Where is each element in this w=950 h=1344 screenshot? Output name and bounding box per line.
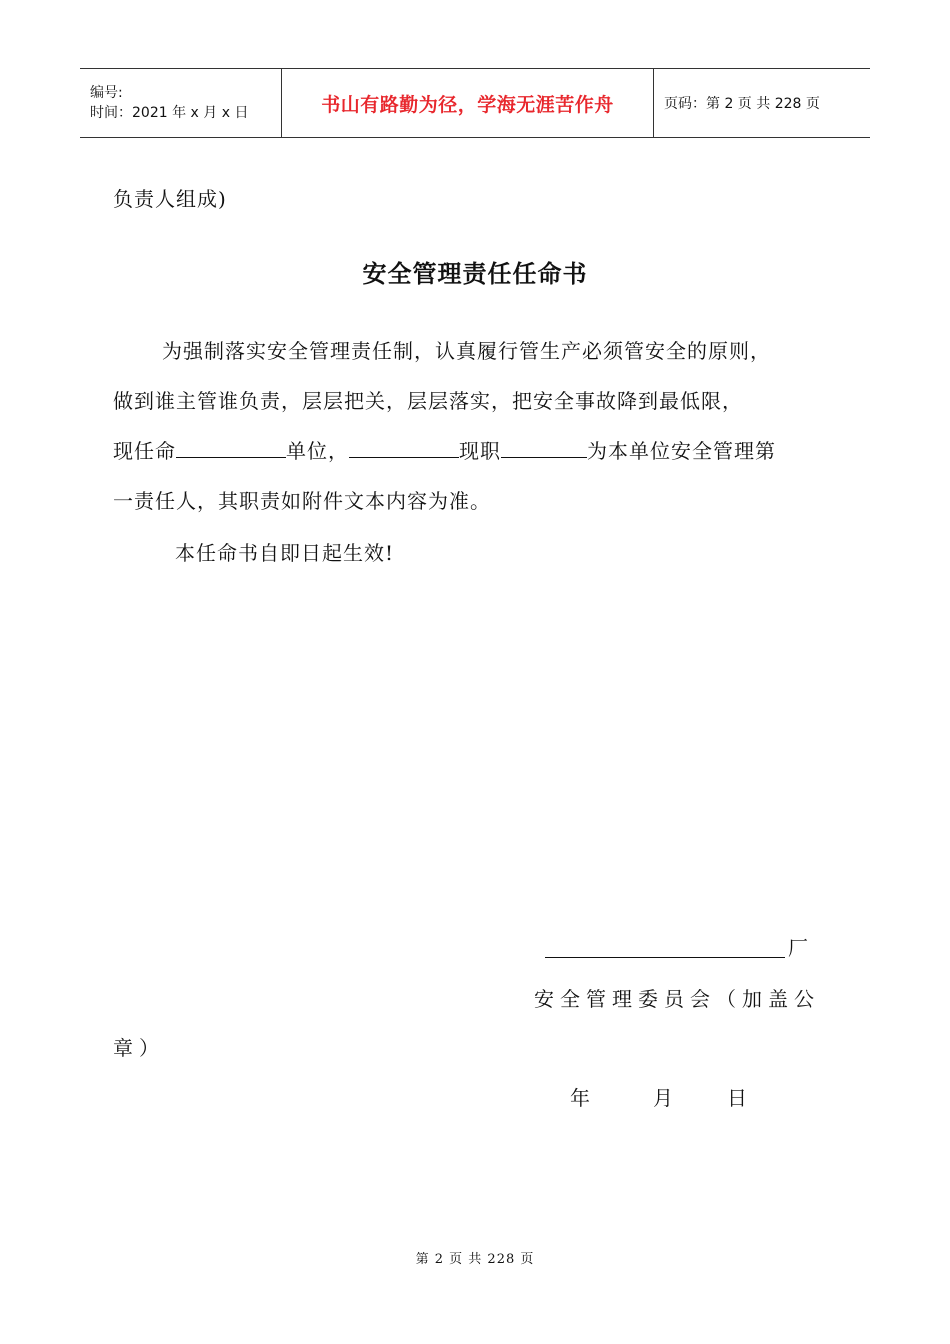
date-label: 时间：2021 年 x 月 x 日	[90, 105, 249, 121]
unit-blank[interactable]	[349, 437, 459, 458]
paragraph-line-3	[113, 435, 776, 464]
factory-label: 厂	[788, 936, 809, 960]
year-label: 年	[570, 1086, 591, 1110]
effective-statement: 本任命书自即日起生效!	[175, 541, 395, 565]
committee-label: 安全管理委员会（加盖公	[534, 987, 820, 1011]
appoint-text-d: 为本单位安全管理第	[587, 439, 776, 463]
paragraph-line-1: 为强制落实安全管理责任制，认真履行管生产必须管安全的原则，	[162, 339, 771, 363]
paragraph-line-4: 一责任人，其职责如附件文本内容为准。	[113, 489, 491, 513]
page-footer: 第 2 页 共 228 页	[415, 1252, 535, 1267]
position-blank[interactable]	[501, 437, 587, 458]
motto-text: 书山有路勤为径，学海无涯苦作舟	[321, 93, 614, 116]
appoint-text-b: 单位，	[286, 439, 349, 463]
header-meta	[80, 69, 282, 137]
paragraph-line-2: 做到谁主管谁负责，层层把关，层层落实，把安全事故降到最低限，	[113, 389, 743, 413]
document-title: 安全管理责任任命书	[362, 260, 588, 288]
page-header	[80, 68, 870, 138]
header-motto	[282, 69, 654, 137]
committee-label-continued: 章）	[113, 1036, 165, 1060]
continuation-text: 负责人组成)	[113, 187, 227, 211]
appointee-name-blank[interactable]	[176, 437, 286, 458]
factory-name-blank[interactable]	[545, 957, 785, 958]
appoint-text-c: 现职	[459, 439, 501, 463]
header-page-info: 页码：第 2 页 共 228 页	[664, 96, 820, 112]
month-label: 月	[653, 1086, 674, 1110]
serial-number-label: 编号:	[90, 85, 123, 101]
appoint-text-a: 现任命	[113, 439, 176, 463]
day-label: 日	[727, 1086, 748, 1110]
